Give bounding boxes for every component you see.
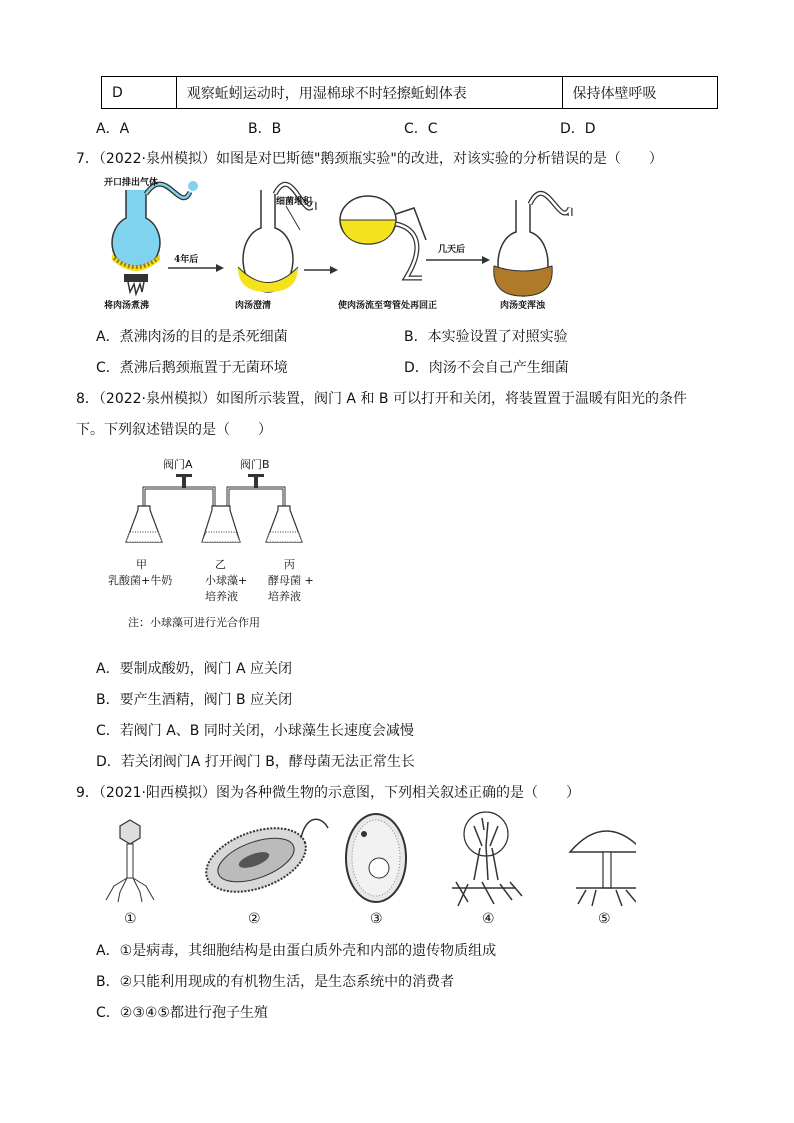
label-bing: 丙 (284, 558, 295, 571)
label-yi-desc-1: 小球藻+ (205, 574, 248, 587)
q8-option-d[interactable]: D．若关闭阀门A 打开阀门 B，酵母菌无法正常生长 (96, 754, 415, 770)
label-valve-a: 阀门A (163, 458, 193, 471)
q8-option-b[interactable]: B．要产生酒精，阀门 B 应关闭 (96, 692, 293, 708)
caption-tilt-broth: 使肉汤流至弯管处再回正 (338, 301, 438, 311)
bacteriophage-icon (106, 820, 154, 902)
mold-icon (452, 812, 522, 906)
q8-option-a[interactable]: A．要制成酸奶，阀门 A 应关闭 (96, 661, 293, 677)
caption-boil-broth: 将肉汤煮沸 (104, 301, 150, 311)
valve-apparatus-figure (116, 470, 316, 556)
q7-stem: 7．（2022·泉州模拟）如图是对巴斯德"鹅颈瓶实验"的改进，对该实验的分析错误的是（ ） (76, 151, 663, 167)
label-yi: 乙 (215, 558, 226, 571)
mushroom-icon (570, 831, 636, 906)
q9-option-c[interactable]: C．②③④⑤都进行孢子生殖 (96, 1005, 268, 1021)
flask-tilted (340, 196, 426, 278)
fig-num-4: ④ (482, 911, 495, 927)
q8-stem-line2: 下。下列叙述错误的是（ ） (76, 422, 272, 438)
yeast-cell-icon (346, 814, 406, 902)
q8-option-c[interactable]: C．若阀门 A、B 同时关闭，小球藻生长速度会减慢 (96, 723, 414, 739)
table-cell-option: D (102, 77, 177, 108)
q9-stem: 9．（2021·阳西模拟）图为各种微生物的示意图，下列相关叙述正确的是（ ） (76, 785, 580, 801)
fig-num-5: ⑤ (598, 911, 611, 927)
label-bing-desc-2: 培养液 (268, 590, 301, 603)
caption-broth-clear: 肉汤澄清 (235, 301, 272, 311)
label-vent-gas: 开口排出气体 (104, 178, 159, 188)
q7-option-c[interactable]: C．煮沸后鹅颈瓶置于无菌环境 (96, 360, 288, 376)
q7-option-a[interactable]: A．煮沸肉汤的目的是杀死细菌 (96, 329, 288, 345)
flask-boiling (112, 181, 198, 294)
table-cell-operation: 观察蚯蚓运动时，用湿棉球不时轻擦蚯蚓体表 (177, 77, 563, 108)
fig-num-3: ③ (370, 911, 383, 927)
q9-option-b[interactable]: B．②只能利用现成的有机物生活，是生态系统中的消费者 (96, 974, 455, 990)
answer-table-row (101, 76, 718, 109)
q6-option-b[interactable]: B．B (248, 121, 282, 137)
fig-num-1: ① (124, 911, 137, 927)
fig-num-2: ② (248, 911, 261, 927)
q7-option-d[interactable]: D．肉汤不会自己产生细菌 (404, 360, 569, 376)
flask-murky (494, 193, 570, 296)
label-yi-desc-2: 培养液 (205, 590, 238, 603)
label-bing-desc-1: 酵母菌 + (268, 574, 314, 587)
label-few-days-later: 几天后 (438, 245, 466, 255)
caption-broth-murky: 肉汤变浑浊 (500, 301, 546, 311)
label-bacteria-pile: 细菌堆积 (276, 197, 313, 207)
q6-option-a[interactable]: A．A (96, 121, 130, 137)
goose-neck-flask-figure (96, 170, 596, 315)
label-4-years-later: 4年后 (174, 255, 199, 265)
q9-option-a[interactable]: A．①是病毒，其细胞结构是由蛋白质外壳和内部的遗传物质组成 (96, 943, 497, 959)
q8-stem-line1: 8．（2022·泉州模拟）如图所示装置，阀门 A 和 B 可以打开和关闭，将装置置于温暖有阳光的条件 (76, 391, 687, 407)
label-jia: 甲 (136, 558, 147, 571)
microorganisms-figure (96, 810, 636, 910)
bacterium-icon (198, 816, 328, 904)
q7-option-b[interactable]: B．本实验设置了对照实验 (404, 329, 568, 345)
q6-option-c[interactable]: C．C (404, 121, 438, 137)
figure-note: 注：小球藻可进行光合作用 (128, 616, 260, 629)
q6-option-d[interactable]: D．D (560, 121, 596, 137)
label-valve-b: 阀门B (240, 458, 270, 471)
table-cell-purpose: 保持体壁呼吸 (572, 85, 657, 102)
label-jia-desc: 乳酸菌+牛奶 (108, 574, 173, 587)
